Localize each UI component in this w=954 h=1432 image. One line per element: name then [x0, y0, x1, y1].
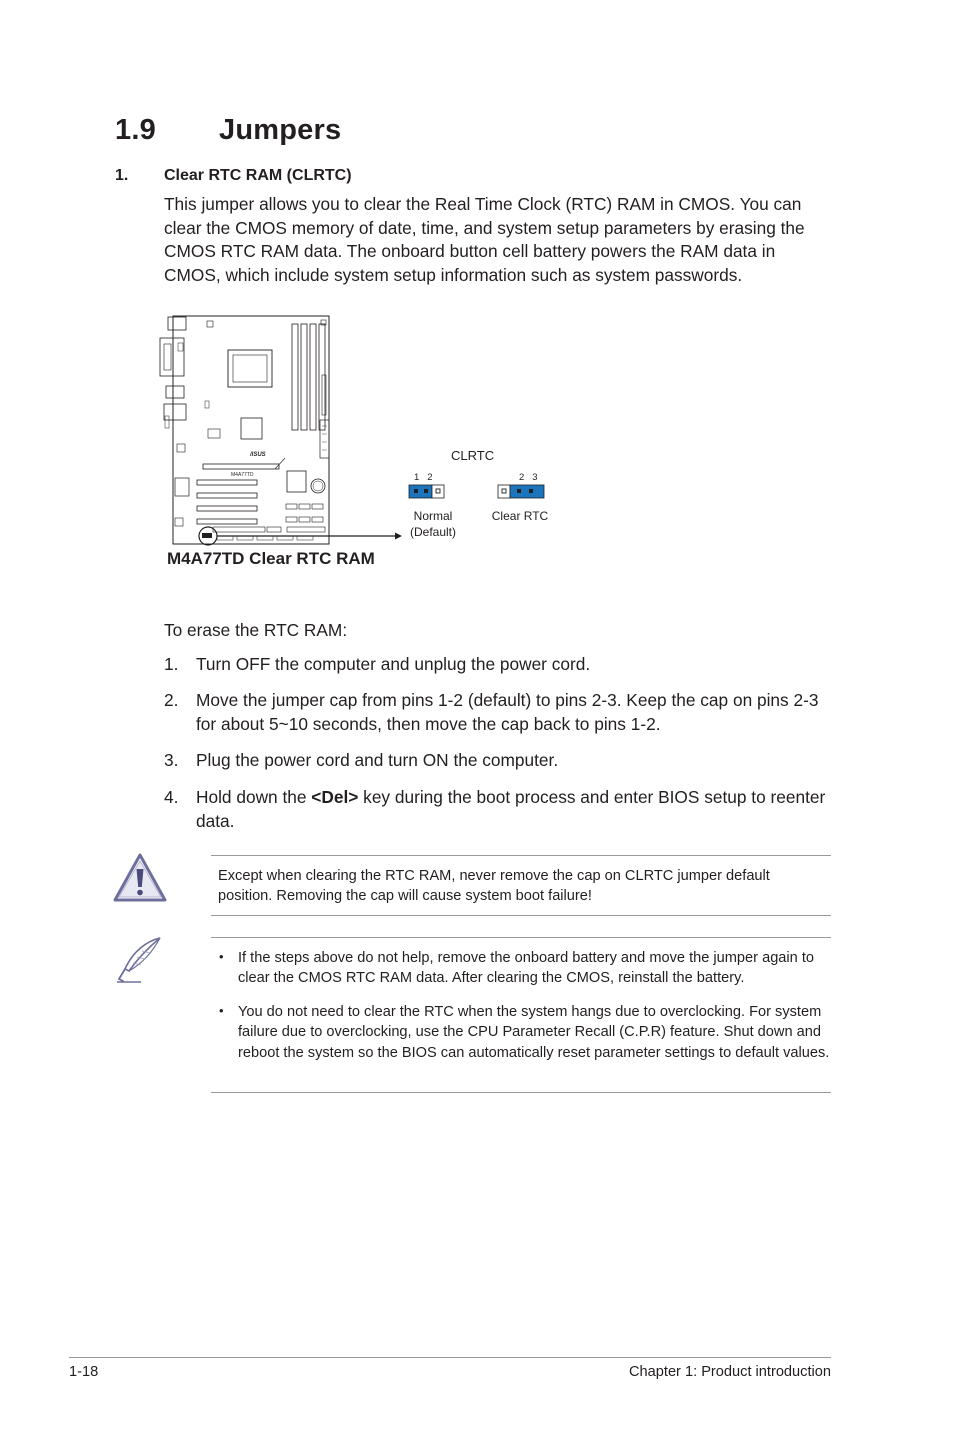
section-title: Jumpers	[219, 114, 342, 146]
step-number: 1.	[164, 654, 179, 674]
pins-normal-label: 1 2	[414, 472, 433, 483]
jumper-label: CLRTC	[451, 448, 495, 463]
normal-default-label: (Default)	[409, 525, 457, 539]
pins-clear-label: 2 3	[519, 472, 538, 483]
warning-triangle-icon	[112, 852, 168, 904]
feather-pen-icon	[113, 935, 165, 987]
note-text: You do not need to clear the RTC when the system hangs due to overclocking. For system failure due to overclocking, use the CPU Parameter Recall (C.P.R) feature. Shut down and reboot the system so the BIOS can automatically reset parameter settings to default values.	[238, 1004, 830, 1061]
step-number: 2.	[164, 690, 179, 710]
steps-intro: To erase the RTC RAM:	[164, 620, 348, 640]
del-key: <Del>	[311, 787, 359, 807]
jumper-clear	[498, 485, 544, 498]
motherboard-diagram	[155, 308, 575, 553]
step-number: 3.	[164, 750, 179, 770]
brand-logo: /ISUS	[250, 452, 266, 458]
page-number: 1-18	[69, 1364, 99, 1380]
step-2	[164, 689, 834, 737]
pointer-arrow	[395, 533, 402, 540]
item-number: 1.	[115, 167, 129, 184]
item-heading	[115, 167, 352, 185]
step-text: Turn OFF the computer and unplug the power cord.	[196, 654, 591, 674]
chapter-title: Chapter 1: Product introduction	[629, 1364, 831, 1380]
normal-label: Normal	[413, 509, 453, 523]
jumper-normal	[409, 485, 444, 498]
step-text: Plug the power cord and turn ON the computer.	[196, 750, 559, 770]
clear-rtc-label: Clear RTC	[491, 509, 549, 523]
warning-text: Except when clearing the RTC RAM, never remove the cap on CLRTC jumper default position. Removing the cap will cause system boot failure!	[218, 868, 770, 905]
figure-caption: M4A77TD Clear RTC RAM	[167, 549, 375, 568]
intro-paragraph: This jumper allows you to clear the Real Time Clock (RTC) RAM in CMOS. You can clear the CMOS memory of date, time, and system setup parameters by erasing the CMOS RTC RAM data. The onboard button cell battery powers the RAM data in CMOS, which include system setup information such as system passwords.	[164, 194, 805, 285]
warning-box	[211, 855, 831, 916]
step-number: 4.	[164, 787, 179, 807]
note-text: If the steps above do not help, remove the onboard battery and move the jumper again to clear the CMOS RTC RAM data. After clearing the CMOS, reinstall the battery.	[238, 950, 815, 987]
section-heading	[115, 114, 341, 147]
board-label: M4A77TD	[231, 472, 254, 478]
section-number: 1.9	[115, 114, 156, 146]
footer-rule	[69, 1357, 831, 1358]
step-4	[164, 786, 834, 834]
step-text: Move the jumper cap from pins 1-2 (default) to pins 2-3. Keep the cap on pins 2-3 for about 5~10 seconds, then move the cap back to pins 1-2.	[196, 690, 819, 734]
item-title: Clear RTC RAM (CLRTC)	[164, 167, 352, 184]
note-box: • If the steps above do not help, remove the onboard battery and move the jumper again to clear the CMOS RTC RAM data. After clearing the CMOS, reinstall the battery. • You do not need to clear the RTC when the system hangs due to overclocking. For system failure due to overclocking, use the CPU Parameter Recall (C.P.R) feature. Shut down and reboot the system so the BIOS can automatically reset parameter settings to default values.	[211, 937, 831, 1093]
step-text: Hold down the <Del> key during the boot process and enter BIOS setup to reenter data.	[196, 787, 826, 831]
